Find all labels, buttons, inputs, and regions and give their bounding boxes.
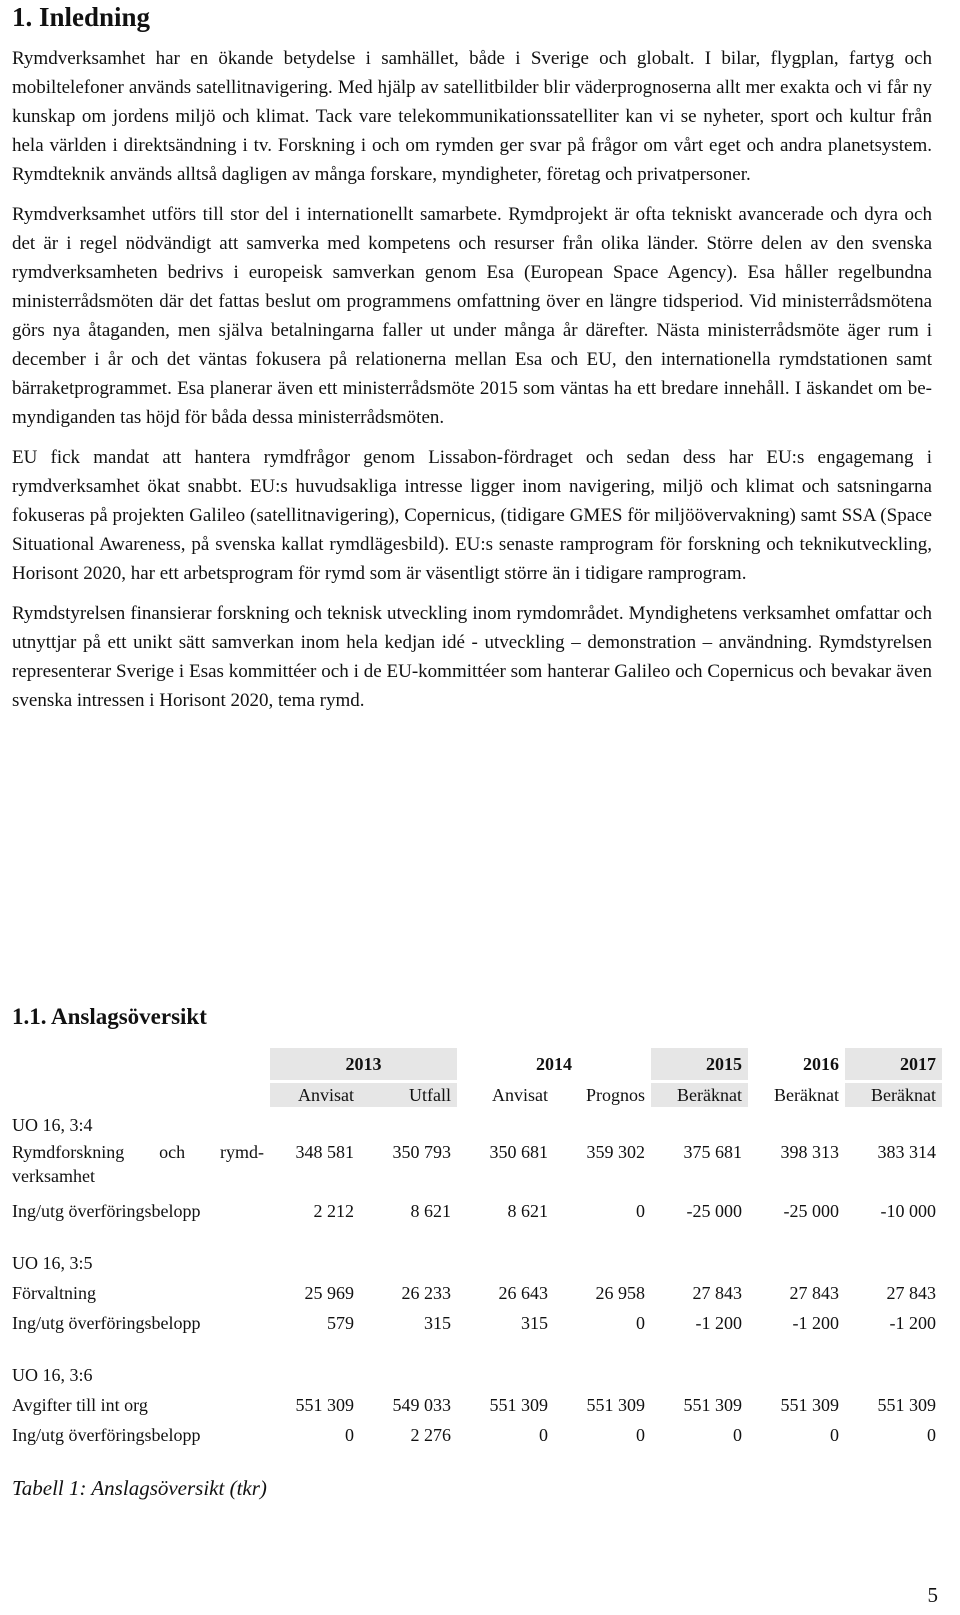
table-row: Förvaltning 25 969 26 233 26 643 26 958 27 843 27 843 27 843	[12, 1283, 936, 1303]
table-subheader-row	[12, 1080, 950, 1110]
table-row: Rymdforskning och rymdverksamhet 348 581 350 793 350 681 359 302 375 681 398 313 383 314	[12, 1142, 936, 1186]
paragraph-4: Rymdstyrelsen finansierar forskning och teknisk utveckling inom rymdområdet. Myndighetens verksamhet omfattar och utnyttjar på ett unikt sätt samverkan inom hela kedjan idé - utveckling – demonstration – användning. Rymdstyrelsen representerar Sverige i Esas kommittéer och i de EU-kommittéer som hanterar Galileo och Copernicus och bevakar även svenska intressen i Horisont 2020, tema rymd.	[12, 603, 932, 711]
subheader: Prognos	[585, 1085, 645, 1105]
year-2017: 2017	[845, 1048, 942, 1080]
year-2013: 2013	[345, 1053, 382, 1074]
table-row: Ing/utg överföringsbelopp 0 2 276 0 0 0 0 0	[12, 1425, 936, 1445]
row-label: Ing/utg överföringsbelopp	[12, 1201, 201, 1221]
paragraph-2: Rymdverksamhet utförs till stor del i internationellt samarbete. Rymdprojekt är ofta tekniskt avancerade och dyra och det är i regel nödvändigt att samverka med kompetens och resurser från olika länder. Större delen av den svenska rymdverksamheten bedrivs i europeisk samverkan genom Esa (European Space Agency). Esa håller regelbundna ministerrådsmöten där det fattas beslut om programmens omfattning över en längre tidsperiod. Vid ministerrådsmötena görs nya åtaganden, men själva betalningarna faller ut under många år därefter. Nästa ministerrådsmöte äger rum i december i år och det väntas fokusera på relationerna mellan Esa och EU, den internationella rymdstationen samt bärraketprogrammet. Esa planerar även ett ministerrådsmöte 2015 som väntas ha ett bredare innehåll. I äskandet om bemyndiganden tas höjd för båda dessa ministerrådsmöten.	[12, 204, 932, 428]
section-title-row: UO 16, 3:6	[12, 1365, 93, 1385]
row-label: Rymdforskning och rymdverksamhet	[12, 1142, 264, 1186]
row-label: Ing/utg överföringsbelopp	[12, 1425, 201, 1445]
section-title-row: UO 16, 3:5	[12, 1253, 93, 1273]
paragraph-1: Rymdverksamhet har en ökande betydelse i samhället, både i Sverige och globalt. I bilar, flygplan, fartyg och mobiltelefoner används satellitnavigering. Med hjälp av satellitbilder blir väderprognoserna allt mer exakta och vi får ny kunskap om jordens miljö och klimat. Tack vare telekommunikationssatelliter kan vi se nyheter, sport och kultur från hela världen i direktsändning i tv. Forskning i och om rymden ger svar på frågor om vårt eget och andra planetsystem. Rymdteknik används alltså dagligen av många forskare, myndigheter, företag och privatpersoner.	[12, 48, 932, 185]
paragraph-3: EU fick mandat att hantera rymdfrågor genom Lissabon-fördraget och sedan dess har EU:s engagemang i rymdverksamhet ökat snabbt. EU:s huvudsakliga intresse ligger inom navigering, miljö och klimat och satsningarna fokuseras på projekten Galileo (satellitnavigering), Copernicus, (tidigare GMES för miljöövervakning) samt SSA (Space Situational Awareness, på svenska kallat rymdlägesbild). EU:s senaste ramprogram för forskning och teknikutveckling, Horisont 2020, har ett arbetsprogram för rymd som är väsentligt större än i tidigare ramprogram.	[12, 447, 932, 584]
year-2015: 2015	[651, 1048, 748, 1080]
page-number: 5	[927, 1583, 938, 1607]
year-2014: 2014	[536, 1053, 572, 1074]
subheader: Anvisat	[492, 1085, 548, 1105]
subheader: Utfall	[360, 1083, 457, 1107]
subheader: Beräknat	[651, 1083, 748, 1107]
heading-inledning: 1. Inledning	[12, 2, 151, 32]
subheader: Beräknat	[845, 1083, 942, 1107]
body-text	[12, 44, 932, 726]
year-2016: 2016	[803, 1054, 839, 1074]
table-row: Ing/utg överföringsbelopp 579 315 315 0 -1 200 -1 200 -1 200	[12, 1313, 936, 1333]
row-label: Avgifter till int org	[12, 1395, 148, 1415]
budget-table	[12, 1048, 950, 1450]
table-year-row	[12, 1048, 950, 1080]
table-row: Avgifter till int org 551 309 549 033 551 309 551 309 551 309 551 309 551 309	[12, 1395, 936, 1415]
heading-anslagsoversikt: 1.1. Anslagsöversikt	[12, 1004, 207, 1029]
row-label: Ing/utg överföringsbelopp	[12, 1313, 201, 1333]
table-row: Ing/utg överföringsbelopp 2 212 8 621 8 621 0 -25 000 -25 000 -10 000	[12, 1201, 936, 1221]
row-label: Förvaltning	[12, 1283, 96, 1303]
subheader: Beräknat	[774, 1085, 839, 1105]
subheader: Anvisat	[270, 1083, 360, 1107]
table-caption: Tabell 1: Anslagsöversikt (tkr)	[12, 1476, 267, 1500]
section-title-row: UO 16, 3:4	[12, 1115, 93, 1135]
